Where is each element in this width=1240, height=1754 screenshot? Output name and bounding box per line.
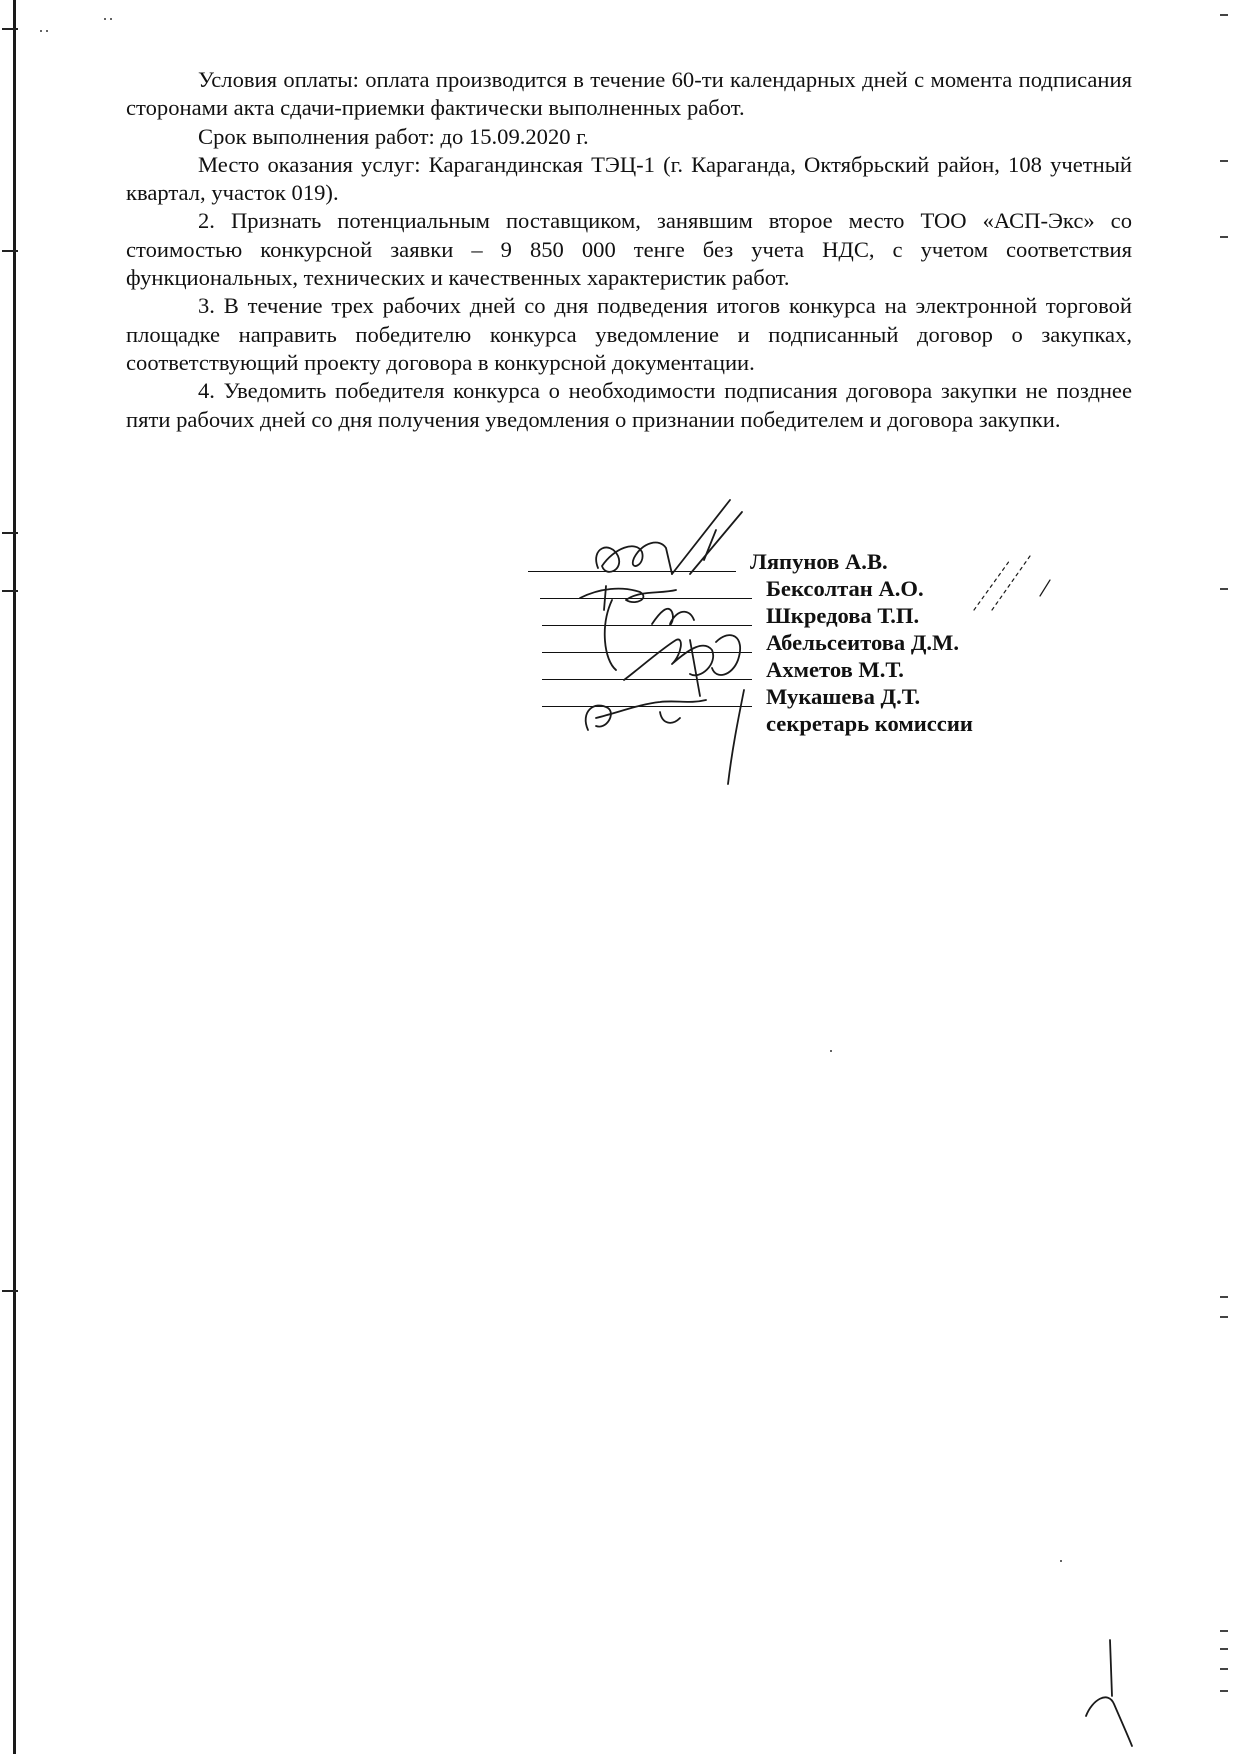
paragraph-deadline: Срок выполнения работ: до 15.09.2020 г. xyxy=(198,123,589,149)
signature-line xyxy=(542,625,752,626)
signature-row xyxy=(528,575,1028,603)
signature-row xyxy=(528,602,1028,630)
binding-edge-line xyxy=(13,0,16,1754)
edge-mark xyxy=(1220,588,1228,590)
signature-line xyxy=(540,598,752,599)
edge-mark xyxy=(1220,14,1228,16)
edge-mark xyxy=(1220,236,1228,238)
edge-mark xyxy=(1220,1316,1228,1318)
scan-speck xyxy=(830,1050,832,1052)
signature-line xyxy=(528,571,736,572)
edge-mark xyxy=(1220,1690,1228,1692)
signatory-name: Мукашева Д.Т. xyxy=(766,684,921,709)
signatory-name: Абельсеитова Д.М. xyxy=(766,630,960,655)
edge-mark xyxy=(1220,1630,1228,1632)
edge-mark xyxy=(1220,160,1228,162)
binding-tick xyxy=(2,1290,18,1292)
paragraph-item-3: 3. В течение трех рабочих дней со дня подведения итогов конкурса на электронной торговой площадке направить победителю конкурса уведомление и подписанный договор о закупках, соответствующий проекту договора в конкурсной документации. xyxy=(126,293,1132,375)
signatory-name: Шкредова Т.П. xyxy=(766,603,920,628)
signatory-name: Ахметов М.Т. xyxy=(766,657,904,682)
binding-tick xyxy=(2,250,18,252)
paragraph-item-2: 2. Признать потенциальным поставщиком, занявшим второе место ТОО «АСП-Экс» со стоимостью конкурсной заявки – 9 850 000 тенге без учета НДС, с учетом соответствия функциональных, технических и качественных характеристик работ. xyxy=(126,208,1132,291)
secretary-label: секретарь комиссии xyxy=(766,711,973,736)
scan-speck xyxy=(46,30,48,32)
scan-speck xyxy=(110,18,112,20)
signature-block xyxy=(528,548,1028,788)
signature-row xyxy=(528,710,1028,738)
scan-speck xyxy=(104,18,106,20)
paragraph-service-location: Место оказания услуг: Карагандинская ТЭЦ-1 (г. Караганда, Октябрьский район, 108 учетный квартал, участок 019). xyxy=(126,151,1132,206)
page-mark-stroke xyxy=(1086,1697,1132,1746)
binding-tick xyxy=(2,28,18,30)
binding-tick xyxy=(2,532,18,534)
signatory-name: Бексолтан А.О. xyxy=(766,576,924,601)
page-mark-stroke xyxy=(1110,1640,1112,1696)
paragraph-payment-terms: Условия оплаты: оплата производится в течение 60-ти календарных дней с момента подписания сторонами акта сдачи-приемки фактически выполненных работ. xyxy=(126,67,1132,121)
signatory-name: Ляпунов А.В. xyxy=(750,549,888,574)
scan-speck xyxy=(1060,1560,1062,1562)
edge-mark xyxy=(1220,1668,1228,1670)
signature-row xyxy=(528,548,1028,576)
scan-speck xyxy=(40,30,42,32)
signature-line xyxy=(542,706,752,707)
signature-line xyxy=(542,679,752,680)
signature-line xyxy=(542,652,752,653)
signature-row xyxy=(528,656,1028,684)
binding-tick xyxy=(2,590,18,592)
faint-stroke xyxy=(1040,580,1050,596)
edge-mark xyxy=(1220,1648,1228,1650)
paragraph-item-4: 4. Уведомить победителя конкурса о необходимости подписания договора закупки не позднее пяти рабочих дней со дня получения уведомления о признании победителем и договора закупки. xyxy=(126,378,1132,432)
document-body xyxy=(126,66,1132,434)
signature-row xyxy=(528,629,1028,657)
edge-mark xyxy=(1220,1296,1228,1298)
signature-row xyxy=(528,683,1028,711)
